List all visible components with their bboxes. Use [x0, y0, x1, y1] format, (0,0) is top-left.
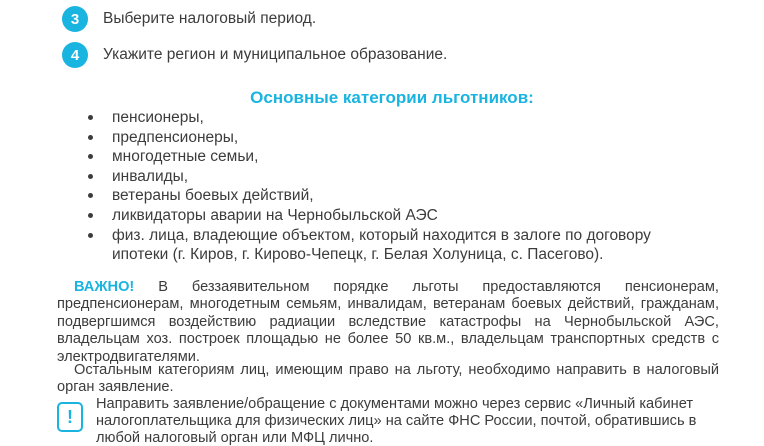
- list-item: ликвидаторы аварии на Чернобыльской АЭС: [88, 206, 708, 226]
- list-item: многодетные семьи,: [88, 147, 708, 167]
- step-text: Выберите налоговый период.: [103, 10, 317, 27]
- important-label: ВАЖНО!: [74, 279, 135, 295]
- notice-text: Направить заявление/обращение с документами можно через сервис «Личный кабинет налогоплательщика для физических лиц» на сайте ФНС России, почтой, обратившись в любой налоговый орган или МФЦ лично.: [96, 396, 697, 446]
- important-paragraph: [57, 279, 719, 366]
- step-4: [62, 42, 447, 68]
- step-number-badge: 3: [62, 6, 88, 32]
- step-text: Укажите регион и муниципальное образование.: [103, 46, 448, 63]
- categories-list: [88, 108, 708, 265]
- important-text: В беззаявительном порядке льготы предоставляются пенсионерам, предпенсионерам, многодетным семьям, инвалидам, ветеранам боевых действий, гражданам, подвергшимся воздействию радиации вследствие катастрофы на Чернобыльской АЭС, владельцам хоз. построек площадью не более 50 кв.м., владельцам транспортных средств с электродвигателями.: [57, 279, 719, 365]
- step-3: [62, 6, 316, 32]
- others-text: Остальным категориям лиц, имеющим право на льготу, необходимо направить в налоговый орган заявление.: [57, 362, 719, 396]
- exclamation-glyph: !: [67, 406, 73, 427]
- exclamation-icon: [57, 402, 83, 432]
- list-item: пенсионеры,: [88, 108, 708, 128]
- list-item: инвалиды,: [88, 167, 708, 187]
- list-item: ветераны боевых действий,: [88, 186, 708, 206]
- others-paragraph: [57, 362, 719, 397]
- step-number-badge: 4: [62, 42, 88, 68]
- list-item: физ. лица, владеющие объектом, который находится в залоге по договору ипотеки (г. Киров, г. Кирово-Чепецк, г. Белая Холуница, с. Пасегово).: [88, 226, 708, 265]
- categories-heading: Основные категории льготников:: [250, 88, 534, 107]
- list-item: предпенсионеры,: [88, 128, 708, 148]
